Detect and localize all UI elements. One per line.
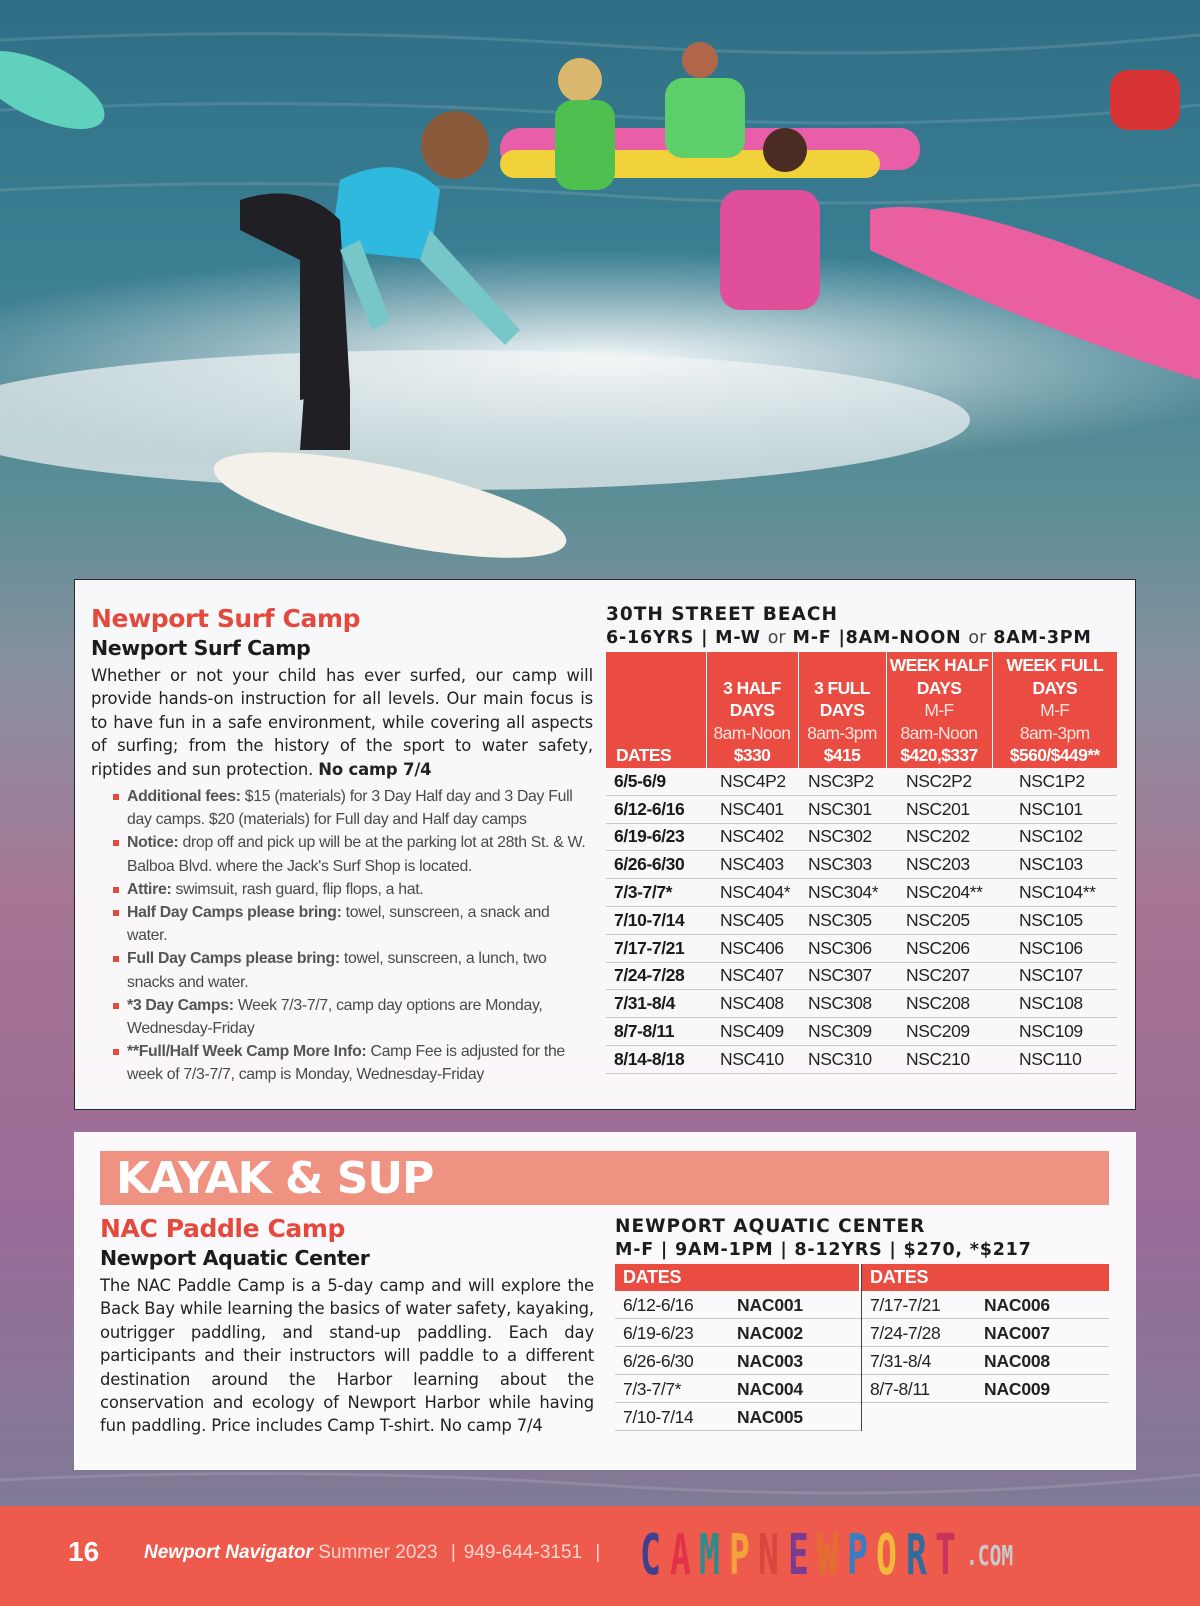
course-code-cell: NSC107	[992, 962, 1117, 990]
section-banner-title: KAYAK & SUP	[116, 1153, 434, 1204]
course-code-cell: NSC305	[798, 906, 886, 934]
course-code-cell: NAC008	[984, 1351, 1050, 1371]
nac-table-right-column	[862, 1264, 1109, 1431]
table-row	[862, 1319, 1109, 1347]
info-label: Full Day Camps please bring:	[127, 950, 340, 968]
date-cell: 6/19-6/23	[606, 823, 706, 851]
header-label: DAYS	[729, 700, 775, 720]
date-cell: 7/24-7/28	[870, 1323, 941, 1343]
table-row	[862, 1291, 1109, 1319]
course-code-cell: NSC3P2	[798, 768, 886, 796]
surf-camp-description-column	[91, 604, 593, 1087]
header-price: $330	[733, 745, 771, 765]
table-row	[615, 1347, 861, 1375]
logo-letter: W	[817, 1523, 838, 1588]
paddle-camp-subtitle: Newport Aquatic Center	[100, 1246, 370, 1270]
info-text: towel, sunscreen, a lunch, two snacks and water.	[127, 950, 547, 991]
table-row	[615, 1403, 861, 1431]
date-cell: 7/17-7/21	[870, 1295, 941, 1315]
course-code-cell: NSC202	[886, 823, 992, 851]
surf-no-camp-note: No camp 7/4	[318, 759, 432, 779]
header-price: $415	[823, 745, 861, 765]
table-row	[606, 768, 1117, 796]
surf-schedule-line	[606, 626, 1119, 650]
info-item-attire	[111, 878, 593, 901]
course-code-cell: NSC208	[886, 990, 992, 1018]
schedule-time-half: 8AM-NOON	[845, 628, 962, 648]
surf-camp-panel	[74, 579, 1136, 1110]
col-header-dates: DATES	[862, 1264, 1109, 1291]
col-header-week-full-days	[992, 652, 1117, 768]
col-header-dates	[606, 652, 706, 768]
schedule-separator: |	[701, 628, 709, 648]
schedule-or: or	[968, 628, 987, 648]
course-code-cell: NSC103	[992, 851, 1117, 879]
surf-camp-title: Newport Surf Camp	[91, 604, 361, 633]
info-item-notice	[111, 831, 593, 877]
header-price: $560/$449**	[1009, 745, 1100, 765]
course-code-cell: NAC001	[737, 1295, 803, 1315]
course-code-cell: NSC309	[798, 1018, 886, 1046]
date-cell: 6/26-6/30	[623, 1351, 694, 1371]
course-code-cell: NAC006	[984, 1295, 1050, 1315]
surf-camp-subtitle: Newport Surf Camp	[91, 636, 311, 660]
table-row	[606, 1045, 1117, 1073]
nac-dates-table	[615, 1264, 1109, 1431]
kayak-schedule-column	[615, 1216, 1109, 1431]
course-code-cell: NSC205	[886, 906, 992, 934]
course-code-cell: NSC206	[886, 934, 992, 962]
surf-table-header-row	[606, 652, 1117, 768]
info-item-full-day-bring	[111, 947, 593, 993]
table-row	[606, 795, 1117, 823]
course-code-cell: NSC101	[992, 795, 1117, 823]
logo-letter: M	[699, 1523, 720, 1588]
course-code-cell: NSC110	[992, 1045, 1117, 1073]
season: Summer 2023	[318, 1542, 438, 1563]
course-code-cell: NAC003	[737, 1351, 803, 1371]
logo-letter: P	[846, 1523, 868, 1588]
course-code-cell: NSC2P2	[886, 768, 992, 796]
col-header-3-half-days	[706, 652, 798, 768]
date-cell: 8/7-8/11	[606, 1018, 706, 1046]
info-text: towel, sunscreen, a snack and water.	[127, 904, 550, 945]
course-code-cell: NAC007	[984, 1323, 1050, 1343]
course-code-cell: NAC005	[737, 1407, 803, 1427]
course-code-cell: NSC404*	[706, 879, 798, 907]
header-label: WEEK FULL	[1006, 655, 1104, 675]
course-code-cell: NSC1P2	[992, 768, 1117, 796]
logo-letter: C	[640, 1523, 661, 1588]
course-code-cell: NSC201	[886, 795, 992, 823]
info-item-additional-fees	[111, 785, 593, 831]
nac-table-left-column	[615, 1264, 862, 1431]
course-code-cell: NSC407	[706, 962, 798, 990]
table-row	[606, 934, 1117, 962]
footer-publication-info	[144, 1542, 608, 1564]
date-cell: 7/17-7/21	[606, 934, 706, 962]
logo-letter: O	[876, 1523, 897, 1588]
header-label: DAYS	[916, 677, 962, 698]
header-time: 8am-Noon	[713, 722, 791, 743]
header-time: 8am-3pm	[1019, 722, 1090, 743]
surf-location-title: 30TH STREET BEACH	[606, 604, 838, 625]
surf-camp-schedule-column	[606, 604, 1119, 1074]
date-cell: 7/3-7/7*	[623, 1379, 682, 1399]
date-cell: 7/31-8/4	[606, 990, 706, 1018]
info-item-half-day-bring	[111, 901, 593, 947]
logo-tld: .COM	[966, 1539, 1014, 1572]
date-cell: 6/5-6/9	[606, 768, 706, 796]
date-cell: 7/3-7/7*	[606, 879, 706, 907]
course-code-cell: NSC401	[706, 795, 798, 823]
section-banner	[100, 1151, 1109, 1205]
course-code-cell: NSC301	[798, 795, 886, 823]
course-code-cell: NAC004	[737, 1379, 803, 1399]
page-footer	[0, 1506, 1200, 1606]
course-code-cell: NSC408	[706, 990, 798, 1018]
course-code-cell: NSC406	[706, 934, 798, 962]
info-item-3-day-camps	[111, 994, 593, 1040]
date-cell: 7/10-7/14	[606, 906, 706, 934]
course-code-cell: NSC109	[992, 1018, 1117, 1046]
course-code-cell: NSC210	[886, 1045, 992, 1073]
footer-separator: |	[450, 1542, 456, 1563]
date-cell: 8/14-8/18	[606, 1045, 706, 1073]
footer-separator: |	[595, 1542, 601, 1563]
header-price: $420,$337	[900, 745, 978, 765]
surf-camp-info-list	[91, 785, 593, 1087]
logo-letter: E	[787, 1523, 809, 1588]
kayak-sup-panel	[74, 1132, 1136, 1470]
table-row	[615, 1319, 861, 1347]
course-code-cell: NSC308	[798, 990, 886, 1018]
table-row	[862, 1375, 1109, 1403]
col-header-week-half-days	[886, 652, 992, 768]
course-code-cell: NSC304*	[798, 879, 886, 907]
info-label: Half Day Camps please bring:	[127, 904, 342, 922]
kayak-description-column	[100, 1214, 594, 1438]
date-cell: 7/10-7/14	[623, 1407, 694, 1427]
course-code-cell: NSC102	[992, 823, 1117, 851]
info-text: drop off and pick up will be at the parking lot at 28th St. & W. Balboa Blvd. where the Jack's Surf Shop is located.	[127, 834, 586, 875]
date-cell: 6/12-6/16	[623, 1295, 694, 1315]
schedule-time-full: 8AM-3PM	[993, 628, 1092, 648]
date-cell: 8/7-8/11	[870, 1379, 930, 1399]
table-row	[606, 851, 1117, 879]
magazine-name: Newport Navigator	[144, 1542, 313, 1563]
header-days: M-F	[1040, 700, 1070, 720]
course-code-cell: NSC104**	[992, 879, 1117, 907]
header-label: DATES	[616, 745, 672, 765]
schedule-days-short: M-W	[715, 628, 761, 648]
course-code-cell: NSC409	[706, 1018, 798, 1046]
course-code-cell: NSC105	[992, 906, 1117, 934]
header-label: DAYS	[819, 700, 865, 720]
paddle-camp-description: The NAC Paddle Camp is a 5-day camp and will explore the Back Bay while learning the basics of water safety, kayaking, outrigger paddling, and stand-up paddling. Each day participants and their instructors will paddle to a different destination around the Harbor learning about the conservation and ecology of Newport Harbor while having fun paddling. Price includes Camp T-shirt. No camp 7/4	[100, 1276, 594, 1436]
info-text: swimsuit, rash guard, flip flops, a hat.	[171, 880, 424, 898]
course-code-cell: NSC204**	[886, 879, 992, 907]
campnewport-logo[interactable]	[640, 1523, 1020, 1588]
header-label: WEEK HALF	[889, 655, 989, 675]
schedule-ages: 6-16YRS	[606, 628, 695, 648]
header-time: 8am-Noon	[900, 722, 978, 743]
course-code-cell: NSC410	[706, 1045, 798, 1073]
header-label: 3 HALF	[723, 677, 781, 698]
schedule-days-full: M-F	[792, 628, 832, 648]
info-text: $15 (materials) for 3 Day Half day and 3 Day Full day camps. $20 (materials) for Full day and Half day camps	[127, 788, 573, 829]
info-item-week-camp-info	[111, 1040, 593, 1086]
table-row	[606, 990, 1117, 1018]
surf-table-body	[606, 768, 1117, 1074]
course-code-cell: NSC207	[886, 962, 992, 990]
course-code-cell: NSC203	[886, 851, 992, 879]
surf-description-text: Whether or not your child has ever surfed, our camp will provide hands-on instruction for all levels. Our main focus is to have fun in a safe environment, while covering all aspects of surfing; from the history of the sport to water safety, riptides and sun protection.	[91, 666, 593, 779]
course-code-cell: NSC209	[886, 1018, 992, 1046]
course-code-cell: NSC310	[798, 1045, 886, 1073]
paddle-camp-title: NAC Paddle Camp	[100, 1214, 346, 1243]
course-code-cell: NSC302	[798, 823, 886, 851]
table-row	[606, 962, 1117, 990]
surf-camp-description	[91, 664, 593, 781]
header-label: DAYS	[1032, 677, 1078, 698]
logo-letter: P	[728, 1523, 750, 1588]
table-row	[862, 1347, 1109, 1375]
col-header-3-full-days	[798, 652, 886, 768]
kayak-schedule-line: M-F | 9AM-1PM | 8-12YRS | $270, *$217	[615, 1240, 1032, 1260]
course-code-cell: NSC403	[706, 851, 798, 879]
date-cell: 7/31-8/4	[870, 1351, 932, 1371]
info-label: Notice:	[127, 834, 179, 852]
date-cell: 7/24-7/28	[606, 962, 706, 990]
course-code-cell: NSC405	[706, 906, 798, 934]
info-label: Attire:	[127, 880, 172, 898]
schedule-or: or	[767, 628, 786, 648]
table-row	[615, 1375, 861, 1403]
info-label: Additional fees:	[127, 788, 241, 806]
course-code-cell: NSC108	[992, 990, 1117, 1018]
course-code-cell: NSC106	[992, 934, 1117, 962]
page-number: 16	[68, 1536, 100, 1567]
logo-letter: N	[758, 1523, 779, 1588]
logo-letter: A	[669, 1523, 691, 1588]
table-row	[615, 1291, 861, 1319]
info-text: Week 7/3-7/7, camp day options are Monday, Wednesday-Friday	[127, 996, 543, 1038]
surf-camp-table	[606, 652, 1117, 1074]
logo-letter: R	[905, 1523, 927, 1588]
logo-letter: T	[935, 1523, 956, 1588]
date-cell: 6/26-6/30	[606, 851, 706, 879]
course-code-cell: NSC303	[798, 851, 886, 879]
table-row	[606, 823, 1117, 851]
course-code-cell: NAC009	[984, 1379, 1050, 1399]
header-time: 8am-3pm	[807, 722, 877, 743]
course-code-cell: NAC002	[737, 1323, 803, 1343]
course-code-cell: NSC4P2	[706, 768, 798, 796]
table-row	[606, 879, 1117, 907]
schedule-separator: |	[838, 628, 846, 648]
course-code-cell: NSC307	[798, 962, 886, 990]
table-row	[606, 906, 1117, 934]
info-label: **Full/Half Week Camp More Info:	[127, 1043, 367, 1061]
header-days: M-F	[924, 700, 954, 720]
kayak-location-title: NEWPORT AQUATIC CENTER	[615, 1216, 926, 1237]
course-code-cell: NSC306	[798, 934, 886, 962]
course-code-cell: NSC402	[706, 823, 798, 851]
header-label: 3 FULL	[814, 677, 870, 698]
col-header-dates: DATES	[615, 1264, 861, 1291]
info-text: Camp Fee is adjusted for the week of 7/3-7/7, camp is Monday, Wednesday-Friday	[127, 1043, 565, 1084]
table-row	[606, 1018, 1117, 1046]
date-cell: 6/19-6/23	[623, 1323, 694, 1343]
date-cell: 6/12-6/16	[606, 795, 706, 823]
phone-number: 949-644-3151	[463, 1542, 583, 1563]
info-label: *3 Day Camps:	[127, 996, 234, 1014]
